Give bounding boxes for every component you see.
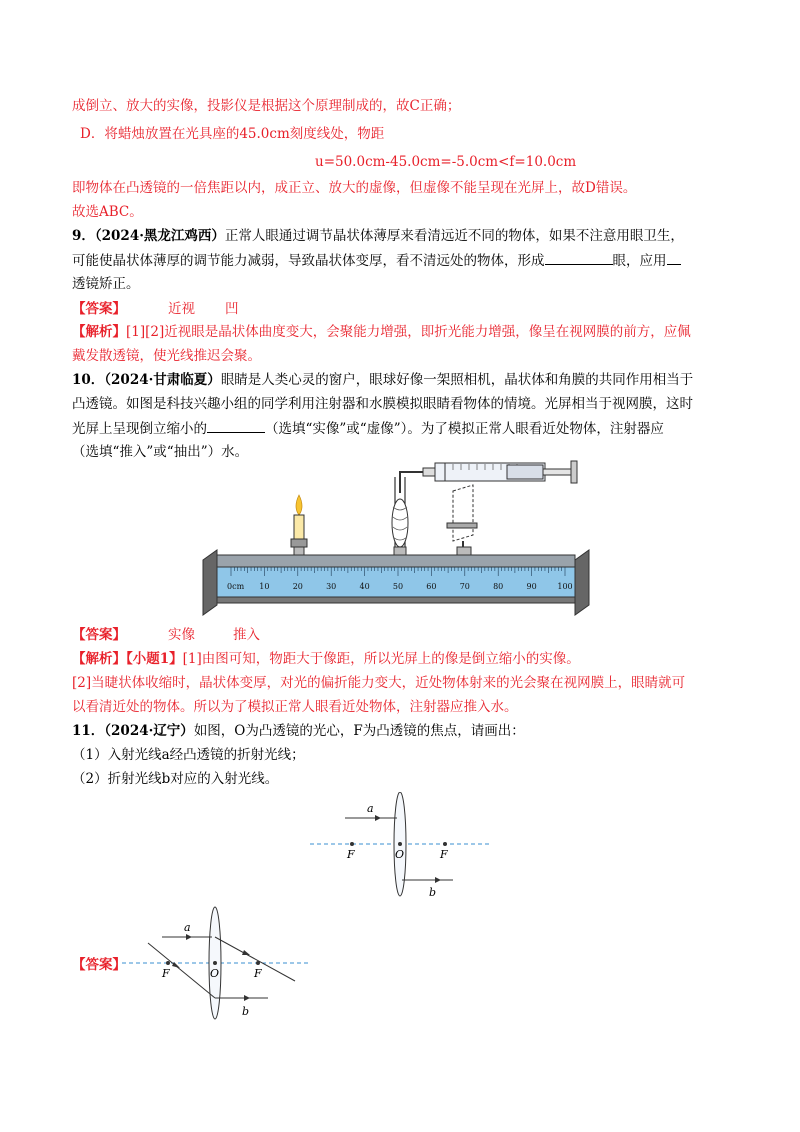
question-9-line3: 透镜矫正。 [72,276,140,292]
answer-label-10: 【答案】 [72,627,126,643]
arrow-icon [435,877,441,883]
question-11-item2: （2）折射光线b对应的入射光线。 [72,771,279,787]
question-9-line1: 正常人眼通过调节晶状体薄厚来看清远近不同的物体，如果不注意用眼卫生， [224,228,684,244]
arrow-icon [186,934,192,940]
question-10-analysis-3: 以看清近处的物体。所以为了模拟正常人眼看近处物体，注射器应推入水。 [72,699,518,715]
incident-ray-b [148,943,215,998]
answer-blank-2 [667,250,681,265]
question-10-line3-row [72,418,664,439]
answer-value-10-2: 推入 [233,627,260,643]
ruler-label: 100 [557,582,573,591]
optical-bench [203,550,589,615]
question-10-number: 10．（2024·甘肃临夏） [72,372,221,388]
formula-line: u=50.0cm-45.0cm=-5.0cm<f=10.0cm [315,154,577,170]
ruler-label: 30 [326,582,337,591]
light-screen [447,485,477,559]
text-line-5: 故选ABC。 [72,204,143,220]
question-10-analysis-2: [2]当睫状体收缩时，晶状体变厚，对光的偏折能力变大，近处物体射来的光会聚在视网膜上，眼睛就可 [72,675,686,691]
label-f-right: F [254,967,262,980]
question-10-answer [72,625,260,645]
answer-value-2: 凹 [225,301,239,317]
analysis-label: 【解析】 [72,324,126,340]
ruler-label: 90 [526,582,537,591]
question-9-analysis-1 [72,322,691,342]
focus-right-dot [256,961,260,965]
optical-center-dot [398,842,402,846]
question-10-line2: 凸透镜。如图是科技兴趣小组的同学利用注射器和水膜模拟眼睛看物体的情境。光屏相当于视网膜，这时 [72,396,693,412]
label-o: O [395,848,405,861]
question-10 [72,370,693,390]
label-o: O [210,967,220,980]
ruler-label: 70 [459,582,470,591]
label-f-right: F [440,848,448,861]
question-11-line1: 如图，O为凸透镜的光心，F为凸透镜的焦点，请画出： [193,723,525,739]
focus-left-dot [166,961,170,965]
question-10-line3b: （选填“实像”或“虚像”）。为了模拟正常人眼看近处物体，注射器应 [265,421,664,437]
question-9-line2: 可能使晶状体薄厚的调节能力减弱，导致晶状体变厚，看不清远处的物体，形成 [72,253,545,269]
ruler-label: 10 [259,582,270,591]
ruler-label: 50 [392,582,404,591]
arrow-icon [375,815,381,821]
answer-label: 【答案】 [72,301,126,317]
focus-left-dot [350,842,354,846]
analysis-text-10-1: [1]由图可知，物距大于像距，所以光屏上的像是倒立缩小的实像。 [182,651,580,667]
question-9-answer [72,299,239,319]
question-10-line3a: 光屏上呈现倒立缩小的 [72,421,207,437]
label-a: a [367,802,374,815]
question-9-number: 9．（2024·黑龙江鸡西） [72,228,225,244]
text-line-2: D．将蜡烛放置在光具座的45.0cm刻度线处，物距 [80,126,385,142]
arrow-icon [244,995,250,1001]
label-b: b [242,1005,250,1018]
ruler-label: 80 [493,582,504,591]
answer-value-10-1: 实像 [168,627,195,643]
optical-center-dot [213,961,217,965]
label-b: b [429,886,437,899]
label-a: a [184,921,191,934]
question-11-number: 11．（2024·辽宁） [72,723,194,739]
lens-answer-figure [120,905,310,1023]
ruler-label: 20 [292,582,303,591]
focus-right-dot [443,842,447,846]
text-line-4: 即物体在凸透镜的一倍焦距以内，成正立、放大的虚像，但虚像不能呈现在光屏上，故D错误。 [72,180,637,196]
answer-label-11: 【答案】 [72,957,126,973]
question-10-line4: （选填“推入”或“抽出”）水。 [72,444,249,460]
candle [291,495,307,559]
optical-bench-figure [195,455,605,620]
syringe [400,461,577,493]
question-11-item1: （1）入射光线a经凸透镜的折射光线； [72,747,305,763]
answer-blank-3 [207,418,265,433]
lens-question-figure [305,792,495,902]
label-f-left: F [162,967,170,980]
ruler-label: 0cm [227,582,245,591]
text-line-1: 成倒立、放大的实像，投影仪是根据这个原理制成的，故C正确； [72,98,461,114]
label-f-left: F [347,848,355,861]
answer-blank-1 [545,250,613,265]
analysis-label-10: 【解析】 [72,651,126,667]
analysis-sub-10: 【小题1】 [126,651,183,667]
answer-value-1: 近视 [168,301,195,317]
question-11 [72,721,525,741]
question-10-analysis-1 [72,649,580,669]
arrow-icon [242,950,250,955]
question-9 [72,226,684,246]
question-11-answer-label [72,955,126,975]
question-9-line2b: 眼，应用 [612,253,667,269]
question-10-line1: 眼睛是人类心灵的窗户，眼球好像一架照相机，晶状体和角膜的共同作用相当于 [220,372,694,388]
question-9-analysis-2: 戴发散透镜，使光线推迟会聚。 [72,348,261,364]
ruler-label: 40 [359,582,370,591]
analysis-text-1: [1][2]近视眼是晶状体曲度变大，会聚能力增强，即折光能力增强，像呈在视网膜的前方，应佩 [126,324,691,340]
ruler-label: 60 [426,582,437,591]
question-9-line2-row [72,250,681,271]
